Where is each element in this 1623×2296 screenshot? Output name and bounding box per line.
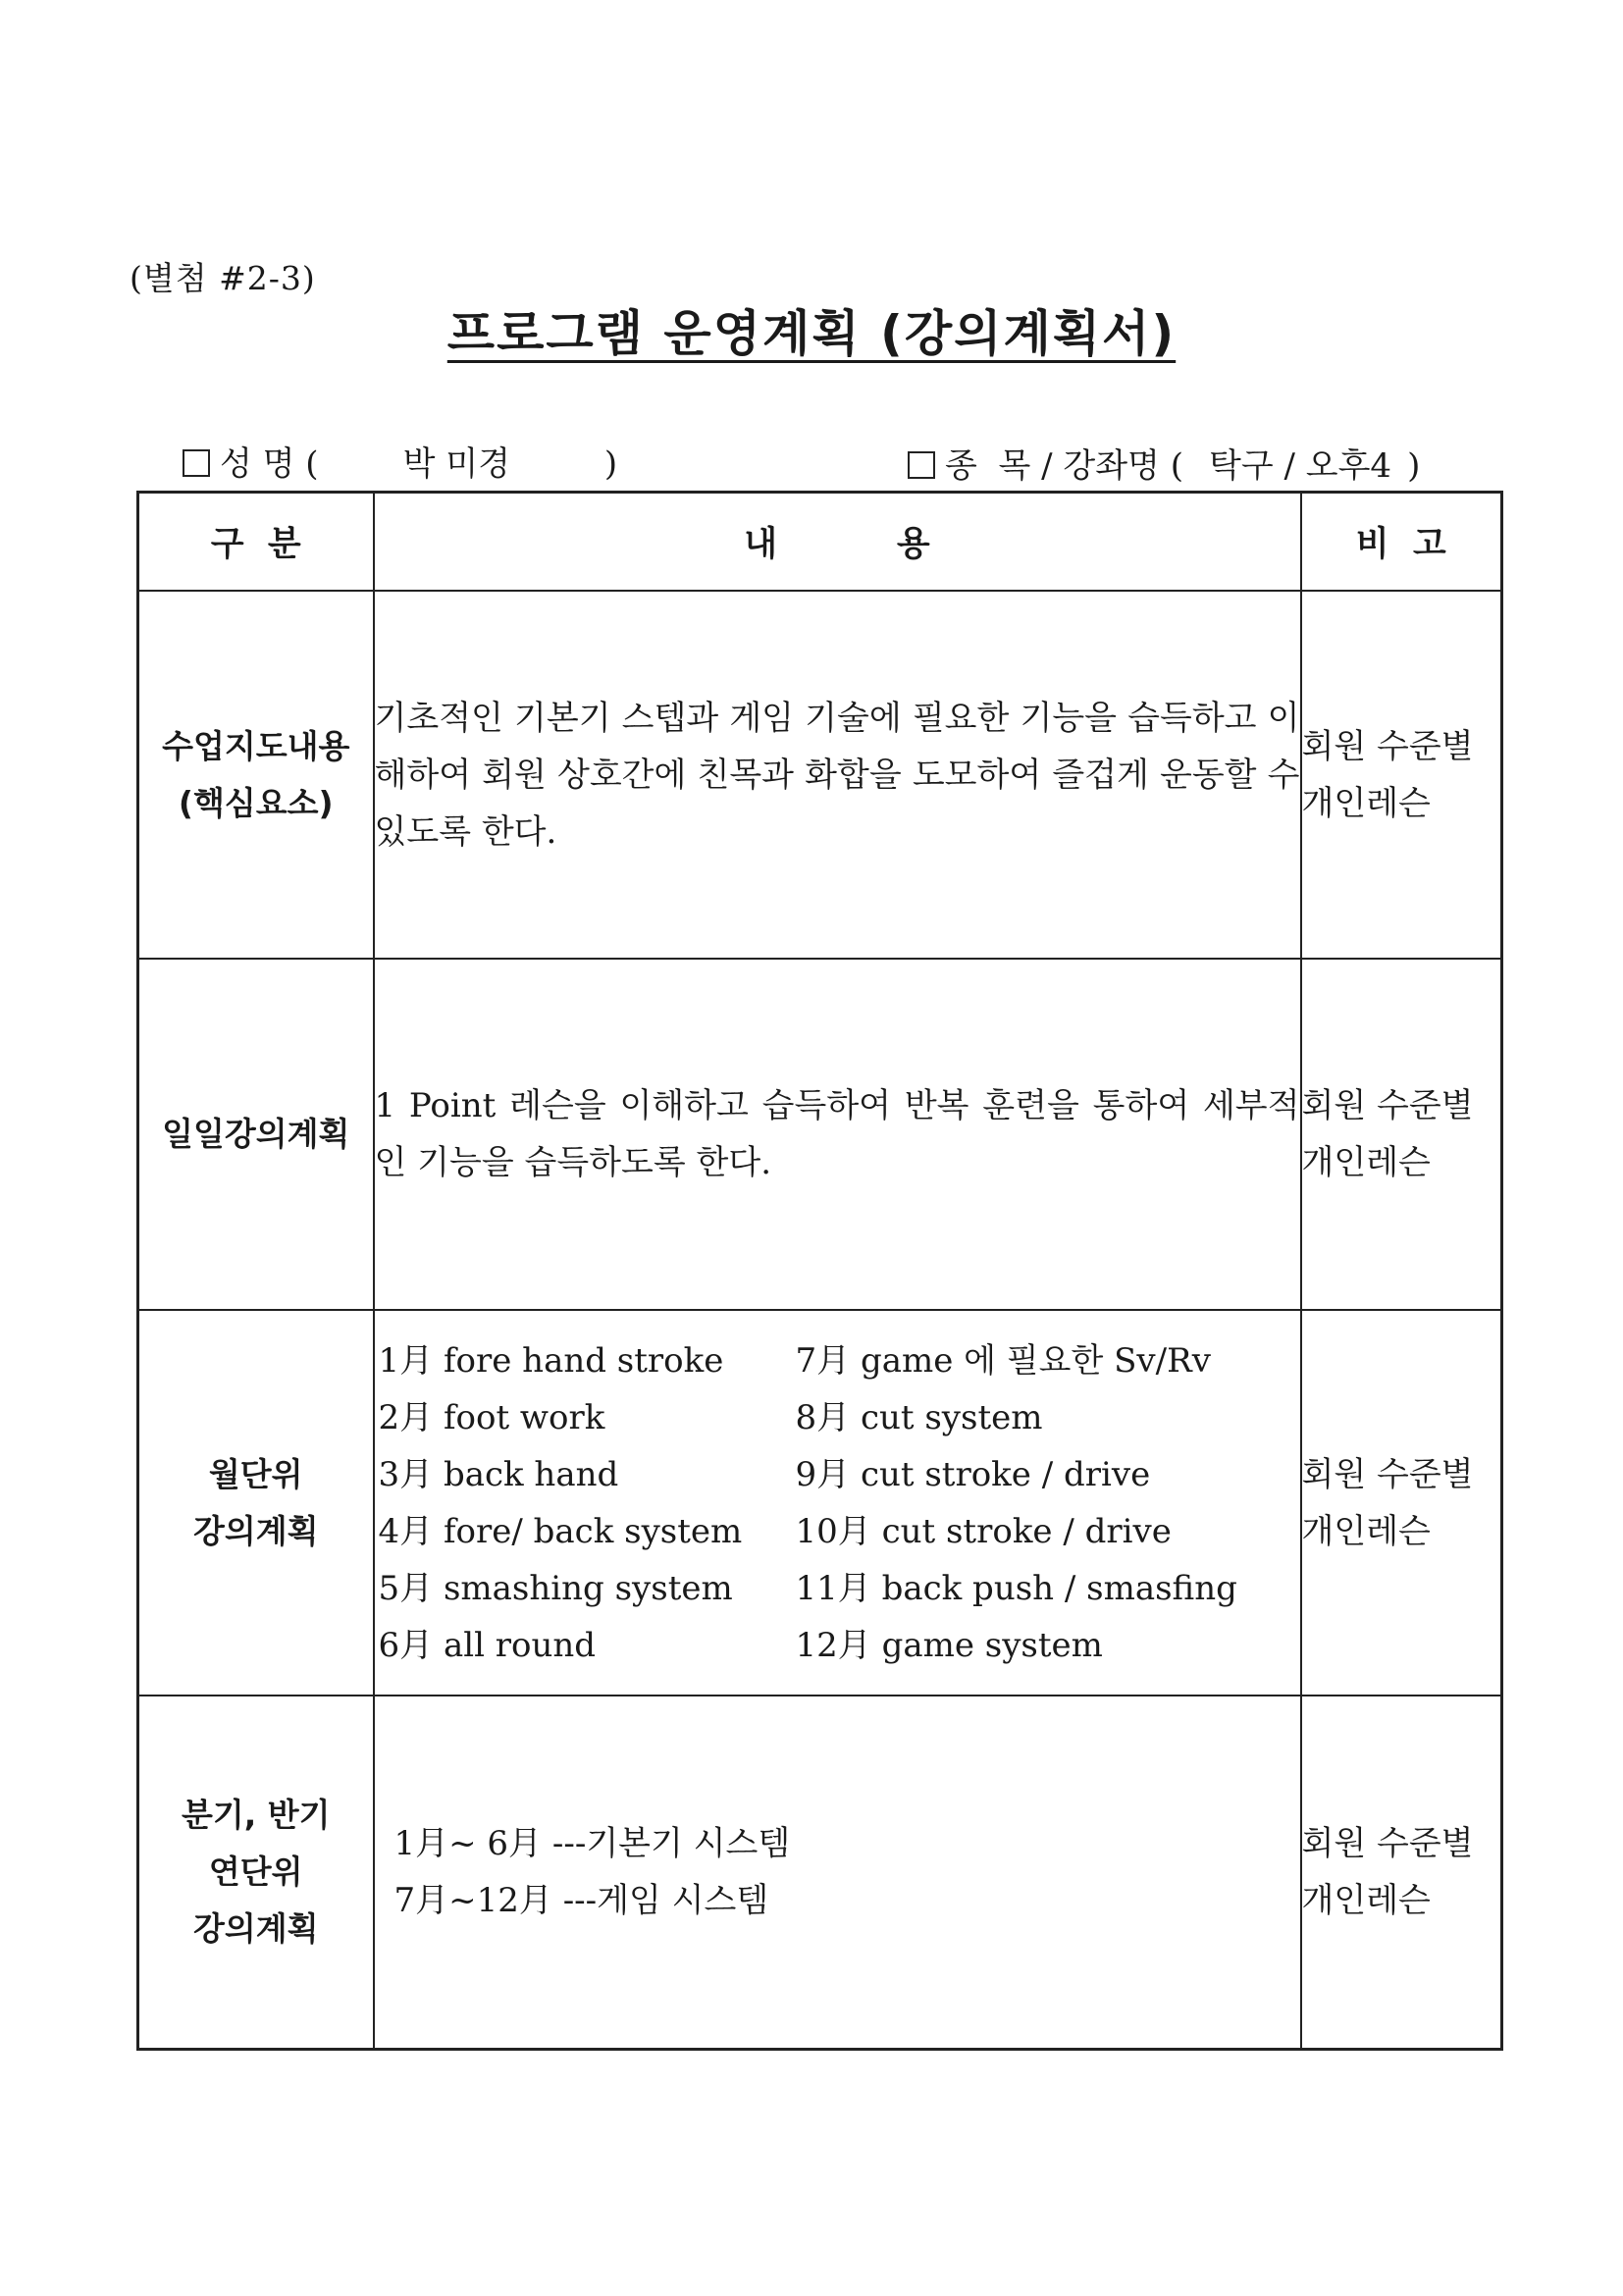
yearly-line: 1月~ 6月 ---기본기 시스템	[393, 1823, 791, 1863]
yearly-lines	[375, 1815, 1300, 1929]
label-line: 강의계획	[192, 1908, 319, 1948]
note-line: 회원 수준별	[1301, 726, 1474, 766]
label-line: 월단위	[208, 1454, 303, 1493]
header-note: 비 고	[1301, 493, 1502, 592]
month-item: 9月 cut stroke / drive	[795, 1454, 1151, 1494]
attachment-number: (별첨 #2-3)	[130, 259, 316, 297]
label-line: 연단위	[208, 1852, 303, 1891]
month-item: 1月 fore hand stroke	[378, 1340, 724, 1381]
table-row-daily-plan	[138, 959, 1502, 1310]
month-item: 2月 foot work	[378, 1397, 605, 1437]
monthly-grid	[379, 1332, 1300, 1674]
table-header-row	[138, 493, 1502, 592]
name-close: )	[603, 444, 618, 484]
header-content: 내 용	[374, 493, 1301, 592]
note-yearly-plan	[1301, 1696, 1502, 2049]
checkbox-subject-icon	[908, 451, 935, 479]
table-row-monthly-plan	[138, 1310, 1502, 1696]
note-daily-plan	[1301, 959, 1502, 1310]
note-monthly-plan	[1301, 1310, 1502, 1696]
checkbox-name-icon	[183, 449, 210, 477]
label-line: 분기, 반기	[181, 1795, 331, 1834]
month-item: 4月 fore/ back system	[378, 1511, 743, 1551]
label-line: 강의계획	[192, 1511, 319, 1550]
label-line: (핵심요소)	[178, 783, 334, 822]
month-item: 7月 game 에 필요한 Sv/Rv	[795, 1340, 1211, 1381]
label-yearly-plan	[138, 1696, 374, 2049]
month-item: 8月 cut system	[795, 1397, 1043, 1437]
label-monthly-plan	[138, 1310, 374, 1696]
note-line: 개인레슨	[1301, 1511, 1431, 1551]
name-label: 성 명 (	[220, 444, 319, 484]
yearly-line: 7月~12月 ---게임 시스템	[393, 1880, 769, 1920]
content-monthly-plan	[374, 1310, 1301, 1696]
note-teaching	[1301, 591, 1502, 959]
document-title	[0, 294, 1623, 365]
document-title-text: 프로그램 운영계획 (강의계획서)	[446, 305, 1177, 362]
month-item: 3月 back hand	[378, 1454, 619, 1494]
month-item: 6月 all round	[378, 1625, 597, 1665]
content-daily-plan: 1 Point 레슨을 이해하고 습득하여 반복 훈련을 통하여 세부적인 기능을 습득하도록 한다.	[374, 959, 1301, 1310]
month-item: 5月 smashing system	[378, 1568, 733, 1608]
table-row-yearly-plan	[138, 1696, 1502, 2049]
content-teaching: 기초적인 기본기 스텝과 게임 기술에 필요한 기능을 습득하고 이해하여 회원 상호간에 친목과 화합을 도모하여 즐겁게 운동할 수 있도록 한다.	[374, 591, 1301, 959]
subject-info	[908, 439, 1420, 487]
note-line: 회원 수준별	[1301, 1086, 1474, 1125]
note-line: 회원 수준별	[1301, 1454, 1474, 1494]
content-yearly-plan	[374, 1696, 1301, 2049]
label-daily-plan: 일일강의계획	[138, 959, 374, 1310]
name-value: 박 미경	[402, 444, 510, 484]
label-line: 수업지도내용	[162, 726, 350, 765]
instructor-info	[183, 437, 617, 485]
subject-value: 탁구 / 오후4	[1208, 446, 1392, 486]
month-item: 10月 cut stroke / drive	[795, 1511, 1172, 1551]
note-line: 개인레슨	[1301, 1880, 1431, 1920]
note-line: 개인레슨	[1301, 1143, 1431, 1182]
note-line: 개인레슨	[1301, 783, 1431, 823]
lecture-plan-table	[136, 491, 1503, 2051]
header-category: 구 분	[138, 493, 374, 592]
table-row-teaching-content	[138, 591, 1502, 959]
note-line: 회원 수준별	[1301, 1823, 1474, 1863]
label-teaching-content	[138, 591, 374, 959]
subject-label: 종 목 / 강좌명 (	[945, 446, 1183, 486]
subject-close: )	[1407, 446, 1421, 486]
month-item: 12月 game system	[795, 1625, 1103, 1665]
month-item: 11月 back push / smasfing	[795, 1568, 1237, 1608]
